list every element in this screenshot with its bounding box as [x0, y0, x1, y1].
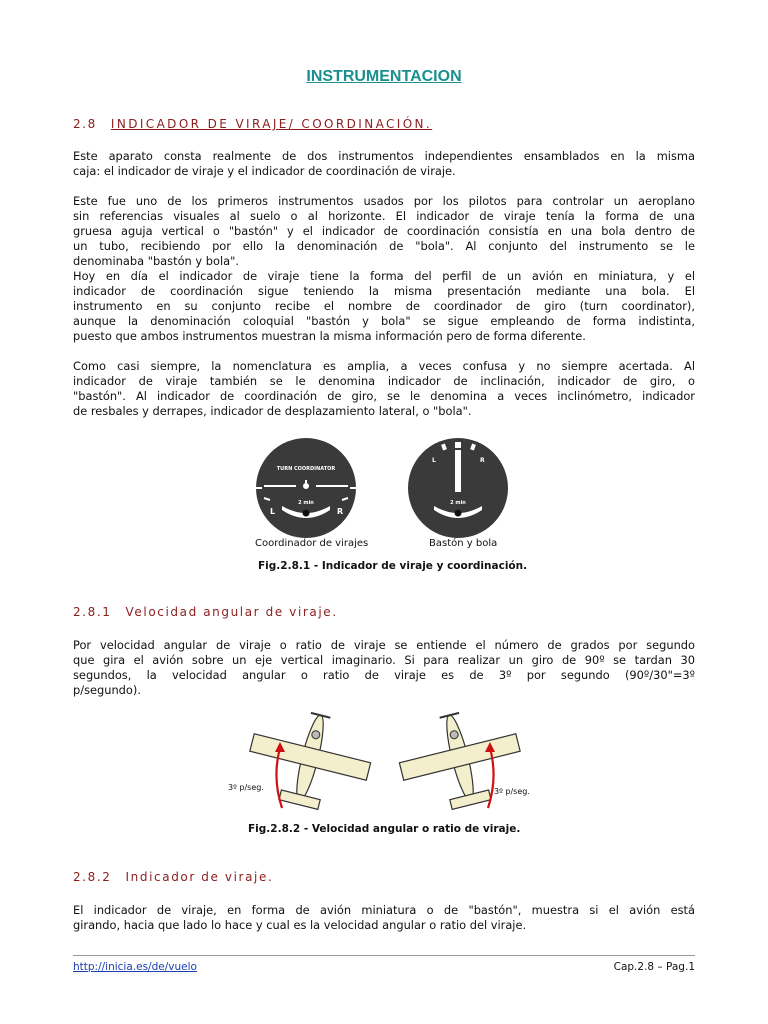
text-line: que gira el avión sobre un eje vertical imaginario. Si para realizar un giro de 90º se tardan 30	[73, 653, 695, 667]
text-line: indicador de coordinación sigue teniendo la misma presentación mediante una bola. El	[73, 284, 695, 298]
section-number: 2.8.2	[73, 870, 112, 884]
text-line: indicador de viraje también se le denomina indicador de inclinación, indicador de giro, o	[73, 374, 695, 388]
text-line: denominaba "bastón y bola".	[73, 254, 239, 268]
figure-instruments	[250, 436, 520, 540]
paragraph-turn-indicator	[73, 903, 695, 933]
right-mark: R	[337, 507, 344, 516]
text-line: Este aparato consta realmente de dos instrumentos independientes ensamblados en la misma	[73, 149, 695, 163]
footer-link[interactable]: http://inicia.es/de/vuelo	[73, 961, 197, 973]
turn-coordinator-instrument	[256, 438, 356, 538]
text-line: instrumento en su conjunto recibe el nombre de coordinador de giro (turn coordinator),	[73, 299, 695, 313]
text-line: El indicador de viraje, en forma de avión miniatura o de "bastón", muestra si el avión está	[73, 903, 695, 917]
figure-sublabel-left: Coordinador de virajes	[255, 538, 369, 549]
text-line: p/segundo).	[73, 683, 141, 697]
text-line: girando, hacia que lado lo hace y cual es la velocidad angular o ratio del viraje.	[73, 918, 527, 932]
text-line: aunque la denominación coloquial "bastón y bola" se sigue empleando de forma indistinta,	[73, 314, 695, 328]
left-mark: L	[270, 507, 276, 516]
figure-caption: Fig.2.8.2 - Velocidad angular o ratio de viraje.	[248, 823, 521, 835]
right-mark: R	[480, 457, 485, 464]
section-title: Velocidad angular de viraje.	[125, 605, 338, 619]
text-line: Hoy en día el indicador de viraje tiene la forma del perfil de un avión en miniatura, y el	[73, 269, 695, 283]
airplane-left	[240, 708, 379, 819]
left-mark: L	[432, 457, 436, 464]
text-line: un tubo, recibiendo por ello la denominación de "bola". Al conjunto del instrumento se le	[73, 239, 695, 253]
text-line: puesto que ambos instrumentos muestran la misma información pero de forma diferente.	[73, 329, 586, 343]
two-min-label: 2 min	[450, 500, 466, 506]
text-line: Este fue uno de los primeros instrumentos usados por los pilotos para controlar un aeroplano	[73, 194, 695, 208]
text-line: Como casi siempre, la nomenclatura es amplia, a veces confusa y no siempre acertada. Al	[73, 359, 695, 373]
two-min-label: 2 min	[298, 500, 314, 506]
paragraph-nomenclature	[73, 359, 695, 419]
rate-label-right: 3º p/seg.	[494, 787, 530, 796]
section-heading-2-8-2	[73, 870, 273, 884]
needle-ball-instrument	[408, 438, 508, 538]
rate-label-left: 3º p/seg.	[228, 783, 264, 792]
turn-coordinator-label: TURN COORDINATOR	[276, 466, 336, 472]
page-title: INSTRUMENTACION	[306, 68, 462, 85]
paragraph-history	[73, 194, 695, 344]
figure-sublabel-right: Bastón y bola	[429, 538, 498, 549]
text-line: "bastón". Al indicador de coordinación de giro, se le denomina a veces inclinómetro, indicador	[73, 389, 695, 403]
section-number: 2.8.1	[73, 605, 112, 619]
footer-divider	[73, 955, 695, 956]
text-line: de resbales y derrapes, indicador de desplazamiento lateral, o "bola".	[73, 404, 472, 418]
text-line: caja: el indicador de viraje y el indicador de coordinación de viraje.	[73, 164, 456, 178]
section-number: 2.8	[73, 117, 97, 131]
section-title: Indicador de viraje.	[125, 870, 274, 884]
section-heading-2-8-1	[73, 605, 338, 619]
airplane-right	[391, 708, 530, 819]
text-line: sin referencias visuales al suelo o al horizonte. El indicador de viraje tenía la forma de una	[73, 209, 695, 223]
text-line: Por velocidad angular de viraje o ratio de viraje se entiende el número de grados por segundo	[73, 638, 695, 652]
section-heading-2-8	[73, 117, 432, 131]
figure-caption: Fig.2.8.1 - Indicador de viraje y coordinación.	[258, 560, 528, 572]
text-line: gruesa aguja vertical o "bastón" y el indicador de coordinación consistía en una bola dentro de	[73, 224, 695, 238]
figure-airplanes	[220, 708, 550, 820]
text-line: segundos, la velocidad angular o ratio de viraje es de 3º por segundo (90º/30"=3º	[73, 668, 695, 682]
paragraph-angular-rate	[73, 638, 695, 698]
page-number: Cap.2.8 – Pag.1	[613, 961, 695, 973]
paragraph-intro	[73, 149, 695, 179]
section-title: INDICADOR DE VIRAJE/ COORDINACIÓN.	[110, 117, 433, 131]
